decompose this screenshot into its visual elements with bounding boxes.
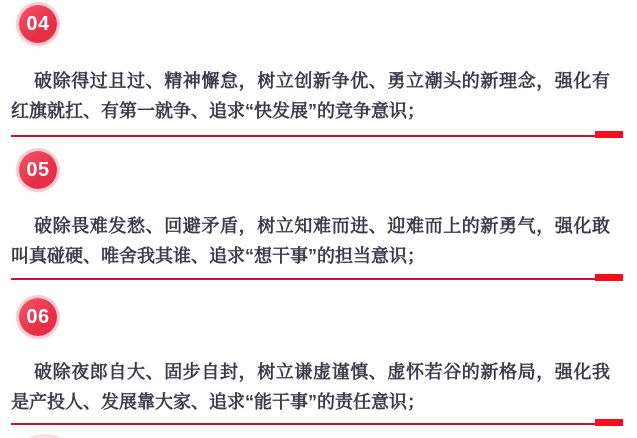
divider-end-cap — [595, 274, 623, 281]
divider-rule — [11, 135, 595, 137]
section-paragraph-05: 破除畏难发愁、回避矛盾，树立知难而进、迎难而上的新勇气，强化敢 叫真碰硬、唯舍我其谁、追求“想干事”的担当意识； — [11, 216, 610, 266]
section-divider-04 — [11, 131, 623, 138]
divider-end-cap — [595, 131, 623, 138]
section-badge-05: 05 — [19, 151, 57, 189]
section-divider-06 — [11, 419, 623, 426]
divider-rule — [11, 423, 595, 425]
section-badge-06: 06 — [19, 298, 57, 336]
next-badge-partial — [28, 434, 62, 438]
section-badge-04: 04 — [19, 5, 57, 43]
divider-rule — [11, 278, 595, 280]
section-paragraph-04: 破除得过且过、精神懈怠，树立创新争优、勇立潮头的新理念，强化有 红旗就扛、有第一就争、追求“快发展”的竞争意识； — [11, 71, 610, 121]
section-divider-05 — [11, 274, 623, 281]
divider-end-cap — [595, 419, 623, 426]
section-paragraph-06: 破除夜郎自大、固步自封，树立谦虚谨慎、虚怀若谷的新格局，强化我 是产投人、发展靠大家、追求“能干事”的责任意识； — [11, 362, 610, 412]
